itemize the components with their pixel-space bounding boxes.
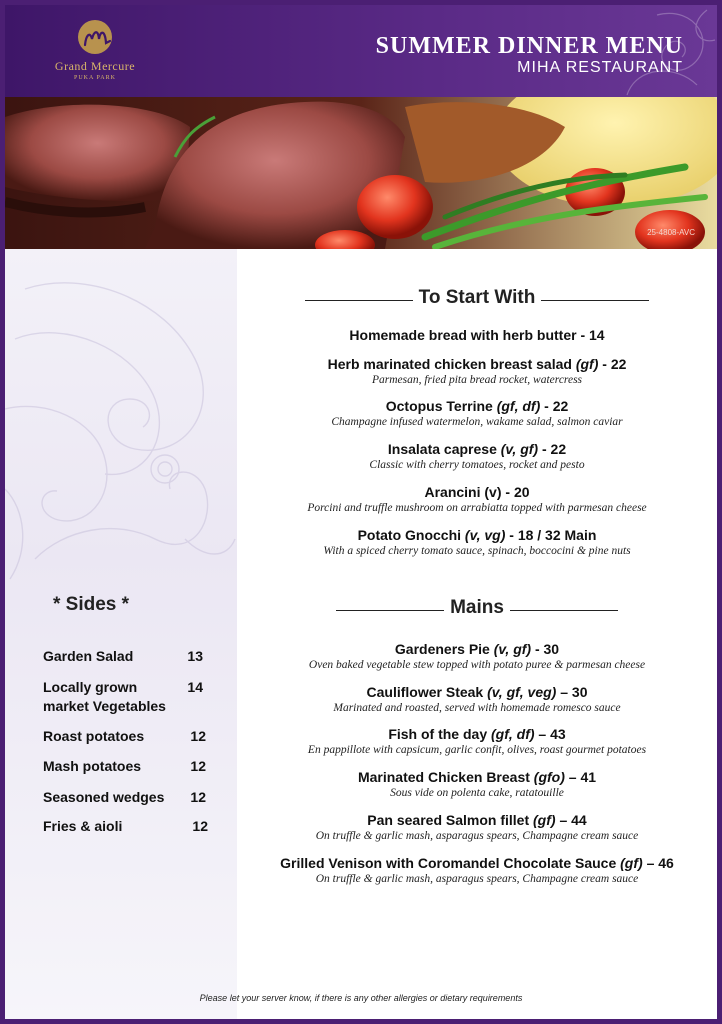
hotel-logo [35,17,155,81]
side-item-name: Seasoned wedges [43,789,165,805]
decorative-koru-pattern-icon [5,259,237,589]
dietary-tags: (v, gf) [500,441,539,457]
menu-item-description: Sous vide on polenta cake, ratatouille [390,787,564,799]
menu-item-name: Grilled Venison with Coromandel Chocolate Sauce (gf) – 46 [280,855,674,871]
menu-item [237,397,717,430]
menu-item-description: Classic with cherry tomatoes, rocket and pesto [369,459,585,471]
menu-item-name: Potato Gnocchi (v, vg) - 18 / 32 Main [357,527,597,543]
menu-item [237,683,717,716]
menu-item-price: - 22 [540,398,569,414]
menu-item-description: On truffle & garlic mash, asparagus spears, Champagne cream sauce [315,873,639,885]
mains-title-text: Mains [450,597,504,618]
hero-food-image [5,97,717,249]
side-item-name: Mash potatoes [43,758,142,774]
menu-item-description: Parmesan, fried pita bread rocket, watercress [371,374,583,386]
dietary-tags: (gfo) [533,769,565,785]
dietary-footer-note: Please let your server know, if there is any other allergies or dietary requirements [199,993,523,1003]
side-item-price: 12 [190,728,206,744]
dietary-tags: (v, gf) [493,641,532,657]
menu-item-name: Gardeners Pie (v, gf) - 30 [394,641,560,657]
food-illustration [5,97,717,249]
side-item-price: 12 [190,758,206,774]
menu-item-description: Marinated and roasted, served with homemade romesco sauce [333,702,621,714]
menu-item-description: En pappillote with capsicum, garlic confit, olives, roast gourmet potatoes [307,744,647,756]
sides-title: * Sides * [52,594,130,615]
menu-item [237,483,717,516]
menu-item [237,326,717,344]
restaurant-name: MIHA RESTAURANT [517,59,683,76]
menu-item [237,440,717,473]
menu-item [237,526,717,559]
menu-item-description: With a spiced cherry tomato sauce, spinach, boccocini & pine nuts [323,545,631,557]
menu-item-price: – 41 [564,769,597,785]
menu-item [237,640,717,673]
menu-item [237,854,717,887]
menu-item-description: Porcini and truffle mushroom on arrabiatta topped with parmesan cheese [307,502,647,514]
menu-item-name: Herb marinated chicken breast salad (gf) - 22 [327,356,627,372]
menu-item-price: – 46 [642,855,674,871]
menu-item-price: – 44 [555,812,587,828]
menu-item-description: On truffle & garlic mash, asparagus spears, Champagne cream sauce [315,830,639,842]
menu-item-price: - 30 [531,641,560,657]
side-item-price: 12 [190,789,206,805]
side-item-price: 13 [187,648,203,664]
side-item-name: Fries & aioli [43,818,123,834]
menu-item-description: Oven baked vegetable stew topped with potato puree & parmesan cheese [308,659,646,671]
menu-item-name: Arancini (v) - 20 [424,484,530,500]
logo-subtitle: PUKA PARK [74,75,116,81]
header-banner [5,5,717,97]
title-rule-right [510,610,618,611]
dietary-tags: (gf) [575,356,599,372]
dietary-tags: (gf) [620,855,643,871]
menu-item-name: Homemade bread with herb butter - 14 [349,327,605,343]
menu-item-price: - 22 [598,356,627,372]
menu-item [237,725,717,758]
dietary-tags: (v, gf, veg) [487,684,557,700]
title-rule-right [541,300,649,301]
mains-title [237,597,717,619]
logo-name: Grand Mercure [54,59,136,73]
title-rule-left [305,300,413,301]
grand-mercure-logo-icon [72,17,118,57]
dietary-tags: (gf, df) [491,726,535,742]
menu-item-price: – 30 [556,684,588,700]
menu-item-name: Octopus Terrine (gf, df) - 22 [385,398,569,414]
side-item-name: Garden Salad [43,648,134,664]
menu-item-price: - 18 / 32 Main [505,527,597,543]
menu-item-name: Insalata caprese (v, gf) - 22 [387,441,567,457]
side-item-name: Locally grown market Vegetables [43,679,166,714]
image-code: 25-4808-AVC [647,228,695,237]
menu-item-name: Cauliflower Steak (v, gf, veg) – 30 [366,684,588,700]
menu-item-description: Champagne infused watermelon, wakame salad, salmon caviar [331,416,623,428]
menu-title: SUMMER DINNER MENU [375,33,683,59]
dietary-tags: (gf) [533,812,556,828]
dietary-tags: (v, vg) [464,527,506,543]
menu-item-name: Fish of the day (gf, df) – 43 [388,726,566,742]
starters-title-text: To Start With [418,287,536,308]
menu-item-name: Marinated Chicken Breast (gfo) – 41 [357,769,597,785]
menu-item-name: Pan seared Salmon fillet (gf) – 44 [367,812,587,828]
side-item-price: 12 [192,818,208,834]
menu-item [237,811,717,844]
side-item-name: Roast potatoes [43,728,145,744]
dietary-tags: (gf, df) [496,398,541,414]
starters-title [237,287,717,309]
menu-item-price: - 22 [538,441,567,457]
side-item-price: 14 [187,679,203,695]
sides-panel [5,249,237,1019]
menu-item [237,768,717,801]
menu-item [237,355,717,388]
menu-item-price: – 43 [534,726,566,742]
title-rule-left [336,610,444,611]
